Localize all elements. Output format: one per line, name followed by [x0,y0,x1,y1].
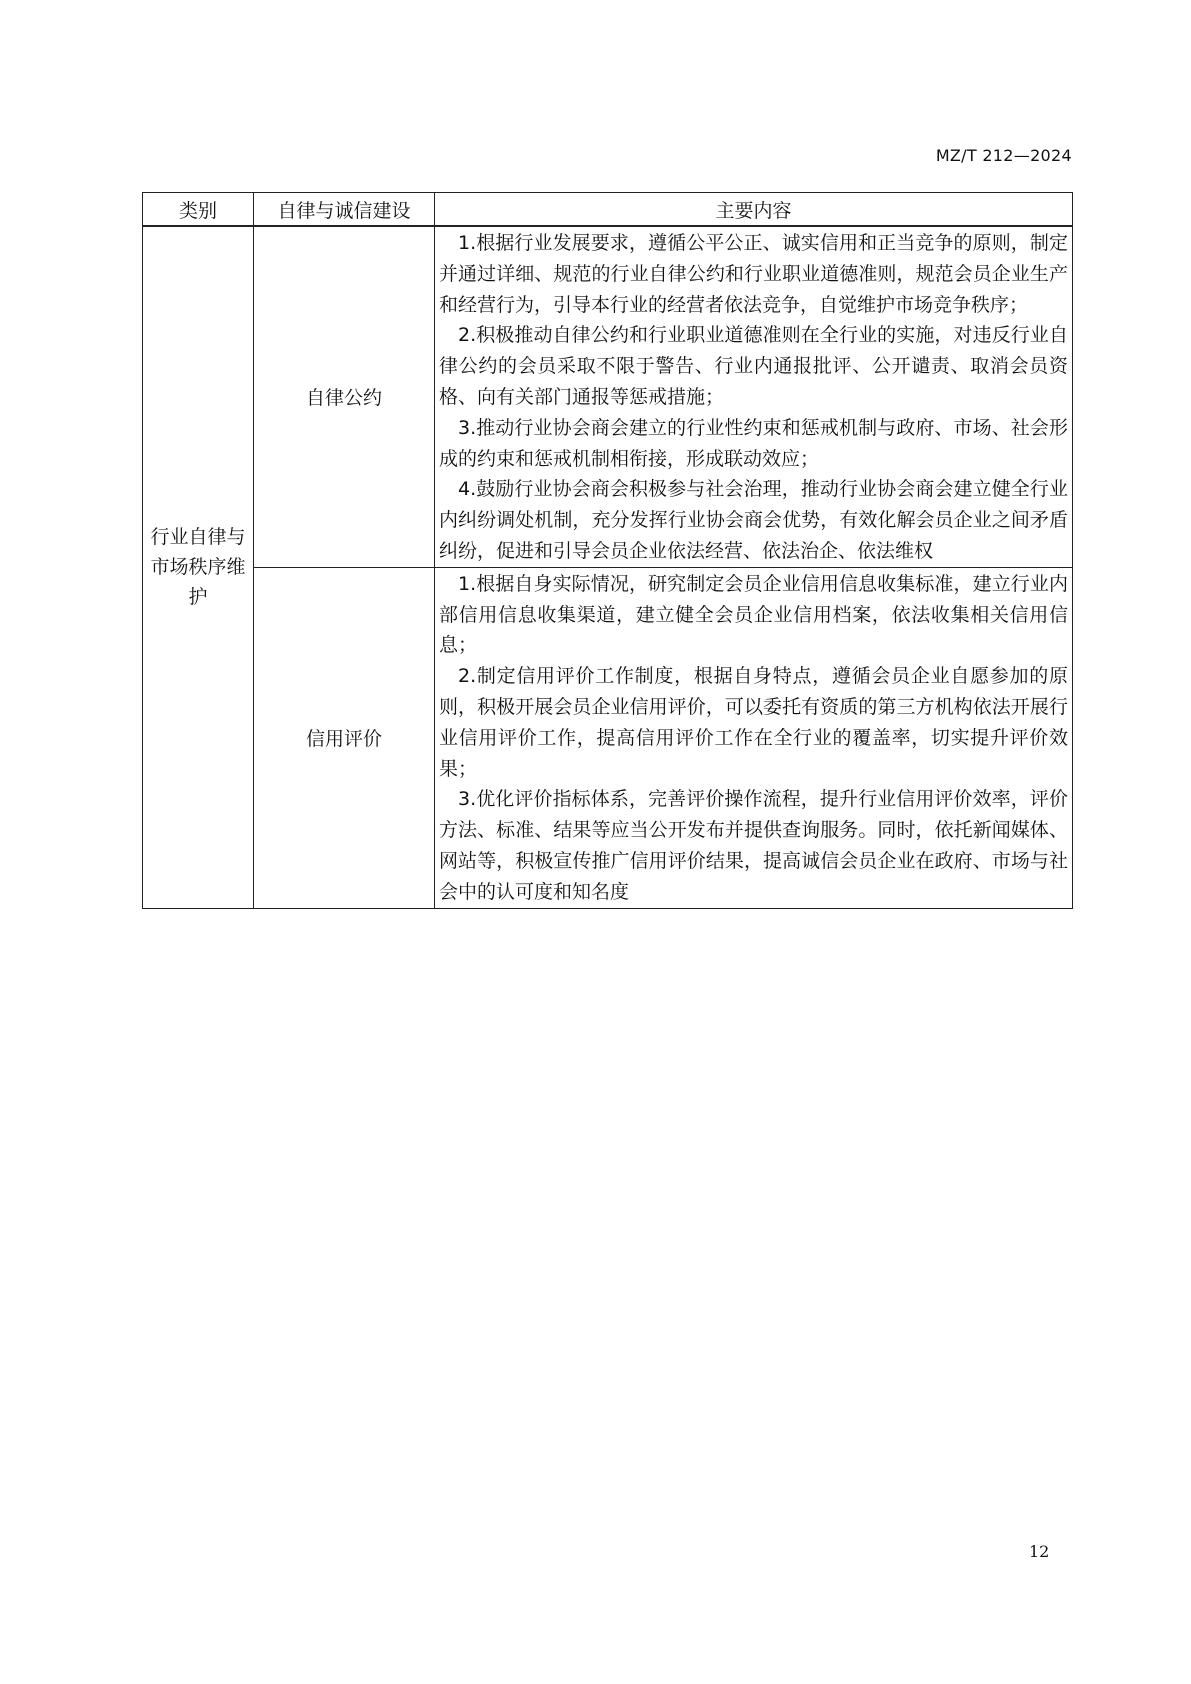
document-code: MZ/T 212—2024 [935,146,1072,165]
table-row [143,226,1073,567]
page-number: 12 [1029,1542,1050,1561]
content-paragraph: 2.制定信用评价工作制度，根据自身特点，遵循会员企业自愿参加的原则，积极开展会员企业信用评价，可以委托有资质的第三方机构依法开展行业信用评价工作，提高信用评价工作在全行业的覆盖率，切实提升评价效果； [439,665,1068,780]
content-table [142,192,1073,909]
sub-item-cell: 自律公约 [254,226,435,567]
column-header-construction: 自律与诚信建设 [254,193,435,227]
content-paragraph: 1.根据行业发展要求，遵循公平公正、诚实信用和正当竞争的原则，制定并通过详细、规范的行业自律公约和行业职业道德准则，规范会员企业生产和经营行为，引导本行业的经营者依法竞争，自觉维护市场竞争秩序； [439,232,1068,316]
content-paragraph: 2.积极推动自律公约和行业职业道德准则在全行业的实施，对违反行业自律公约的会员采取不限于警告、行业内通报批评、公开谴责、取消会员资格、向有关部门通报等惩戒措施； [439,324,1068,408]
column-header-category: 类别 [143,193,254,227]
sub-item-cell: 信用评价 [254,567,435,908]
table-header-row [143,193,1073,227]
column-header-main-content: 主要内容 [435,193,1073,227]
content-paragraph: 1.根据自身实际情况，研究制定会员企业信用信息收集标准，建立行业内部信用信息收集渠道，建立健全会员企业信用档案，依法收集相关信用信息； [439,572,1068,657]
content-cell [435,226,1073,567]
content-paragraph: 4.鼓励行业协会商会积极参与社会治理，推动行业协会商会建立健全行业内纠纷调处机制，充分发挥行业协会商会优势，有效化解会员企业之间矛盾纠纷，促进和引导会员企业依法经营、依法治企、依法维权 [439,478,1068,562]
content-cell [435,567,1073,908]
category-cell: 行业自律与市场秩序维护 [143,226,254,908]
content-paragraph: 3.推动行业协会商会建立的行业性约束和惩戒机制与政府、市场、社会形成的约束和惩戒机制相衔接，形成联动效应； [439,416,1068,470]
table-row [143,567,1073,908]
content-paragraph: 3.优化评价指标体系，完善评价操作流程，提升行业信用评价效率，评价方法、标准、结果等应当公开发布并提供查询服务。同时，依托新闻媒体、网站等，积极宣传推广信用评价结果，提高诚信会员企业在政府、市场与社会中的认可度和知名度 [439,788,1068,903]
